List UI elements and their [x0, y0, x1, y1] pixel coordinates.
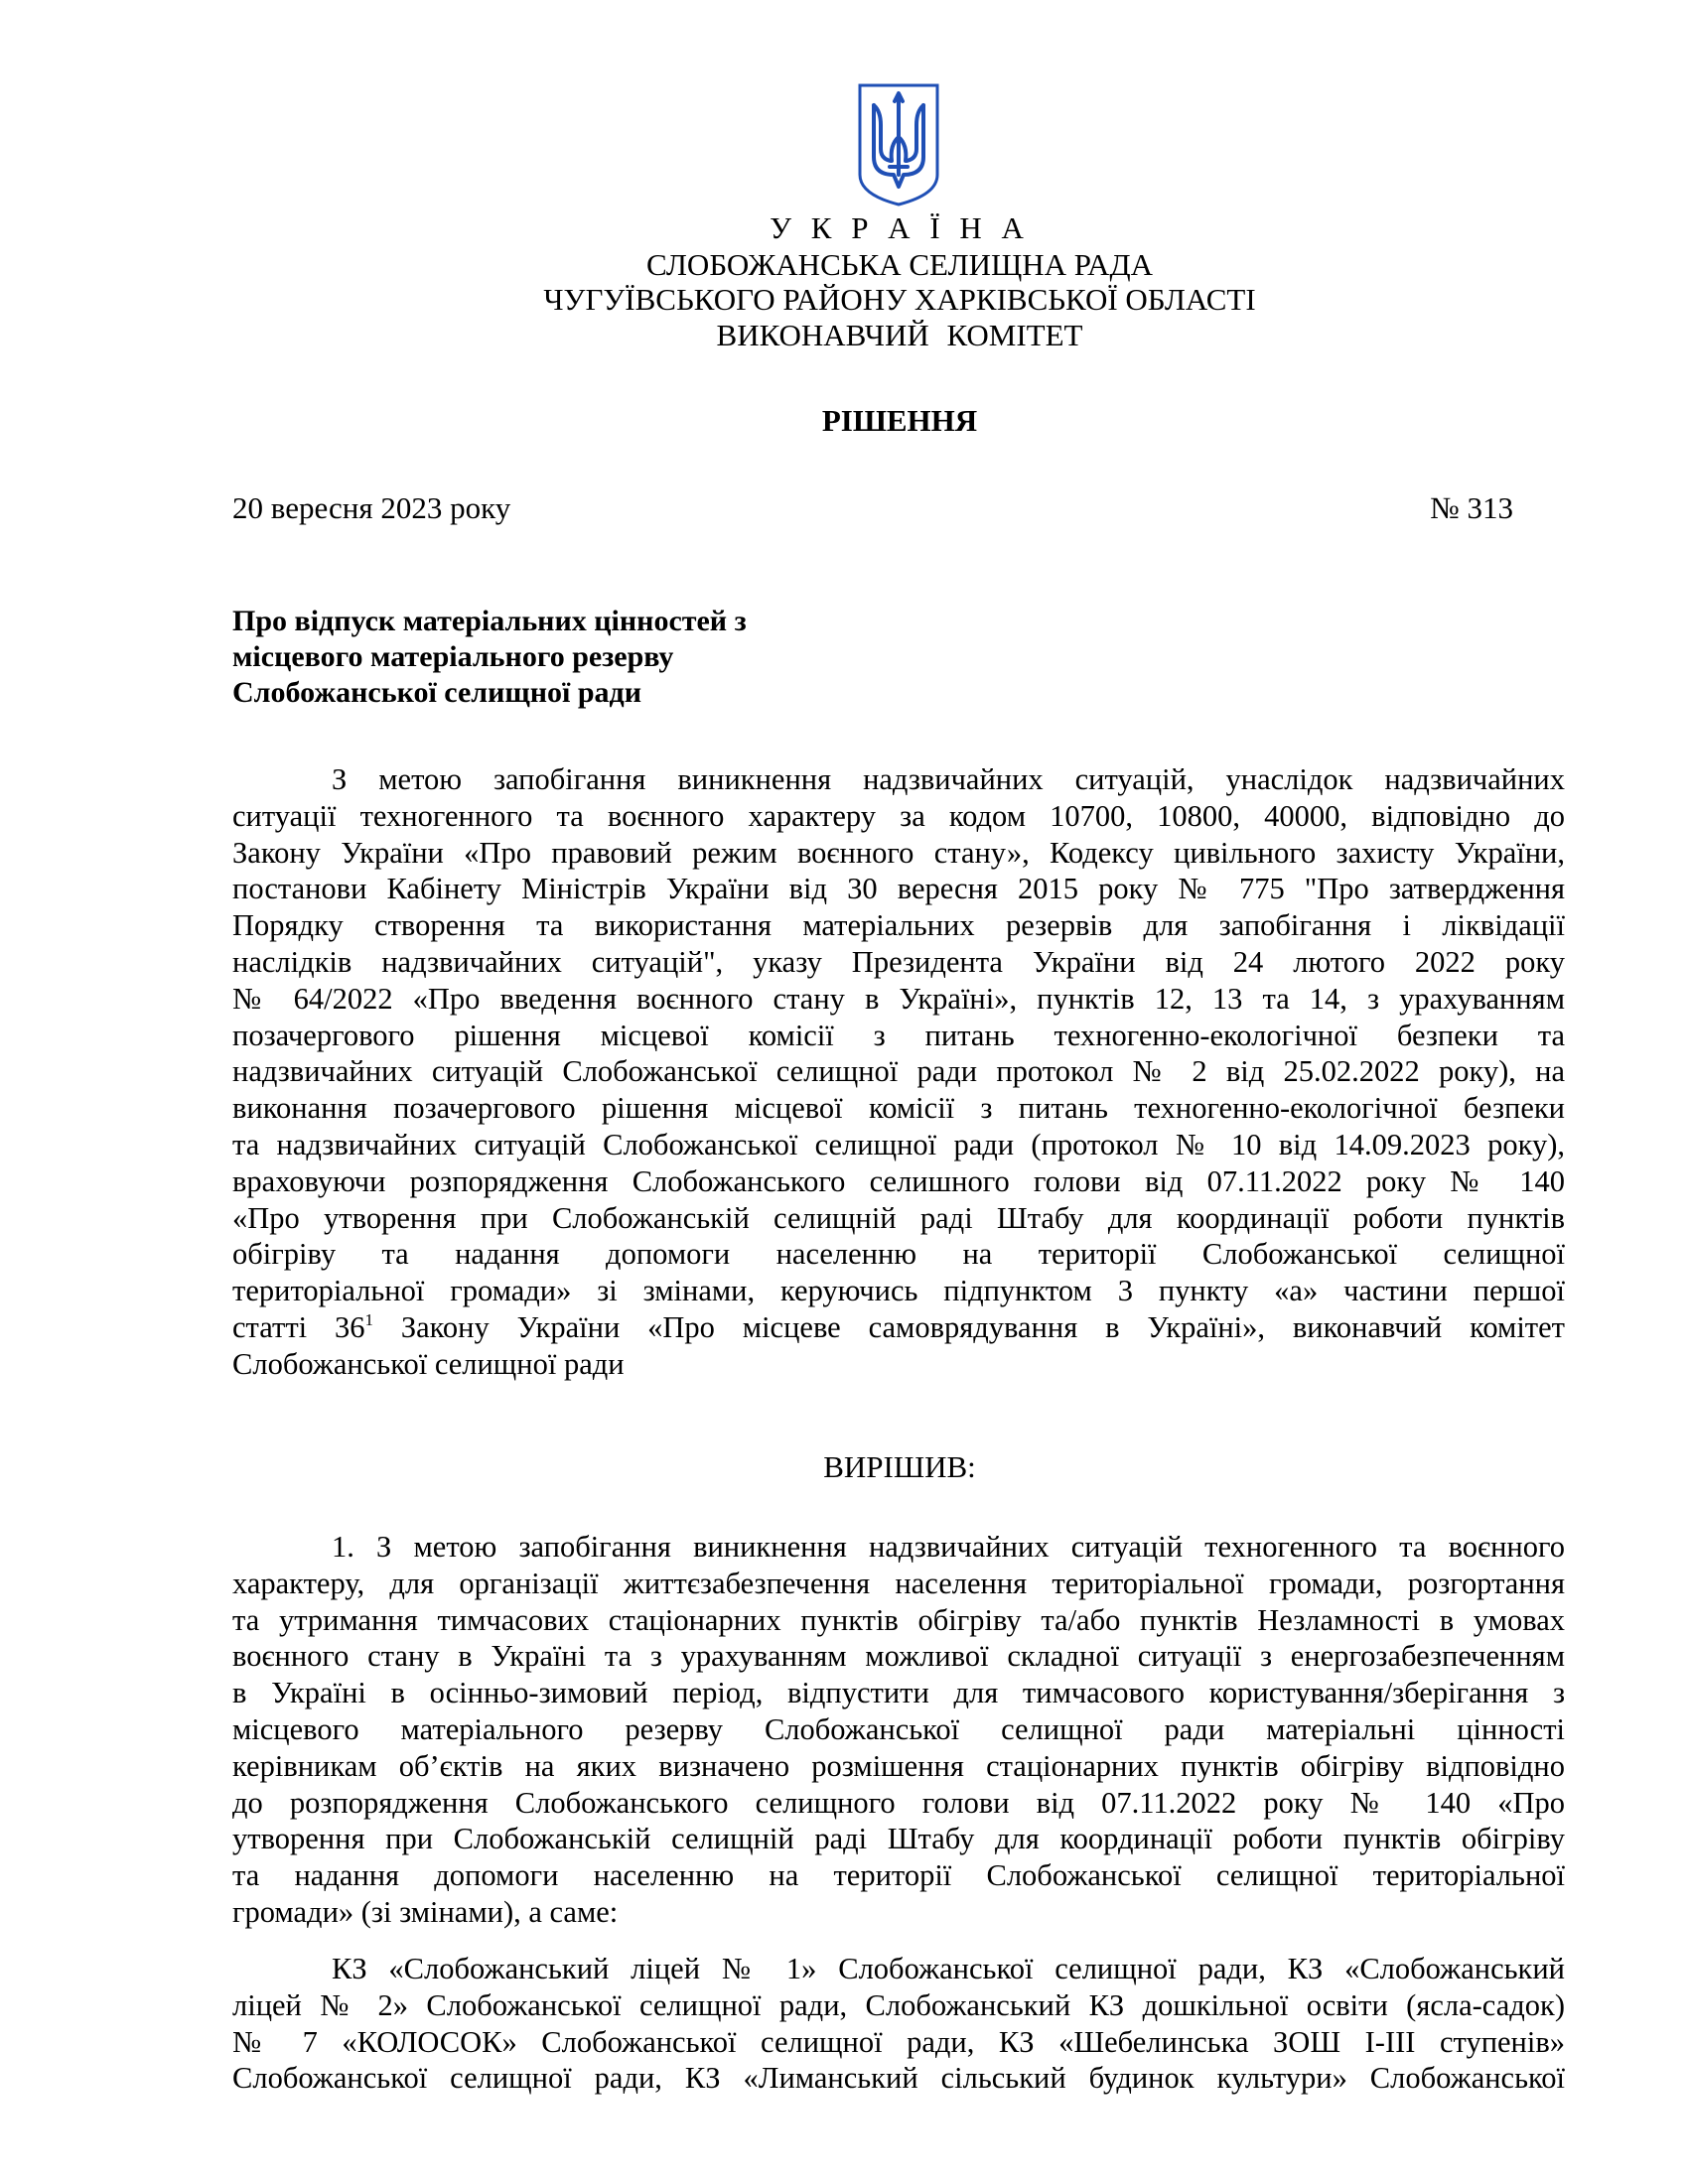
item-line: керівникам об’єктів на яких визначено розмішення стаціонарних пунктів обігріву відповідно — [232, 1748, 1565, 1783]
trident-coat-of-arms-icon — [854, 79, 943, 208]
item-1-paragraph — [232, 1529, 1565, 1931]
preamble-line: постанови Кабінету Міністрів України від 30 вересня 2015 року № 775 "Про затвердження — [232, 872, 1565, 906]
preamble-line: Слобожанської селищної ради — [232, 1346, 625, 1381]
preamble-line-tail: Закону України «Про місцеве самоврядування в Україні», виконавчий комітет — [372, 1309, 1565, 1344]
preamble-line: Закону України «Про правовий режим воєнного стану», Кодексу цивільного захисту України, — [232, 835, 1565, 870]
decision-subject — [232, 604, 747, 711]
item-line: та утримання тимчасових стаціонарних пунктів обігріву та/або пунктів Незламності в умовах — [232, 1602, 1565, 1637]
item-line: характеру, для організації життєзабезпечення населення територіальної громади, розгортання — [232, 1566, 1565, 1600]
preamble-line: та надзвичайних ситуацій Слобожанської селищної ради (протокол № 10 від 14.09.2023 року), — [232, 1127, 1565, 1161]
preamble-line: територіальної громади» зі змінами, керуючись підпунктом 3 пункту «а» частини першої — [232, 1274, 1565, 1308]
item-line: 1. З метою запобігання виникнення надзвичайних ситуацій техногенного та воєнного — [332, 1530, 1565, 1564]
preamble-line: позачергового рішення місцевої комісії з питань техногенно-екологічної безпеки та — [232, 1018, 1565, 1052]
country-heading: У К Р А Ї Н А — [770, 210, 1030, 245]
preamble-line: враховуючи розпорядження Слобожанського селишного голови від 07.11.2022 року № 140 — [232, 1163, 1565, 1198]
preamble-line: «Про утворення при Слобожанській селищній раді Штабу для координації роботи пунктів — [232, 1200, 1565, 1235]
item-line: утворення при Слобожанській селищній раді Штабу для координації роботи пунктів обігріву — [232, 1822, 1565, 1856]
item-line: воєнного стану в Україні та з урахуванням можливої складної ситуації з енергозабезпеченням — [232, 1639, 1565, 1674]
decision-number: № 313 — [1430, 490, 1513, 525]
preamble-line: З метою запобігання виникнення надзвичайних ситуацій, унаслідок надзвичайних — [332, 762, 1565, 796]
objects-line: ліцей № 2» Слобожанської селищної ради, Слобожанський КЗ дошкільної освіти (ясла-садок) — [232, 1987, 1565, 2022]
preamble-line: Порядку створення та використання матеріальних резервів для запобігання і ліквідації — [232, 908, 1565, 943]
objects-line: Слобожанської селищної ради, КЗ «Лиманський сільський будинок культури» Слобожанської — [232, 2061, 1565, 2096]
article-superscript: 1 — [364, 1309, 373, 1329]
preamble-line: ситуації техногенного та воєнного характеру за кодом 10700, 10800, 40000, відповідно до — [232, 798, 1565, 833]
preamble-line: надзвичайних ситуацій Слобожанської селищної ради протокол № 2 від 25.02.2022 року), на — [232, 1054, 1565, 1089]
item-line: в Україні в осінньо-зимовий період, відпустити для тимчасового користування/зберігання з — [232, 1676, 1565, 1710]
preamble-line: наслідків надзвичайних ситуацій", указу Президента України від 24 лютого 2022 року — [232, 944, 1565, 979]
preamble-line — [232, 1309, 1565, 1346]
item-line: до розпорядження Слобожанського селищного голови від 07.11.2022 року № 140 «Про — [232, 1785, 1565, 1820]
council-heading: СЛОБОЖАНСЬКА СЕЛИЩНА РАДА — [646, 247, 1153, 282]
preamble-line: виконання позачергового рішення місцевої комісії з питань техногенно-екологічної безпеки — [232, 1091, 1565, 1126]
article-number: статті 36 — [232, 1309, 365, 1344]
preamble-line: обігріву та надання допомоги населенню на території Слобожанської селищної — [232, 1237, 1565, 1272]
preamble-line: № 64/2022 «Про введення воєнного стану в Україні», пунктів 12, 13 та 14, з урахуванням — [232, 981, 1565, 1016]
document-type-title: РІШЕННЯ — [821, 403, 978, 438]
decision-date: 20 вересня 2023 року — [232, 490, 511, 525]
preamble-paragraph — [232, 761, 1565, 1383]
subject-line: місцевого матеріального резерву — [232, 640, 674, 673]
item-line: громади» (зі змінами), а саме: — [232, 1894, 619, 1929]
resolved-heading: ВИРІШИВ: — [823, 1449, 976, 1484]
item-line: місцевого матеріального резерву Слобожанської селищної ради матеріальні цінності — [232, 1711, 1565, 1746]
district-heading: ЧУГУЇВСЬКОГО РАЙОНУ ХАРКІВСЬКОЇ ОБЛАСТІ — [543, 282, 1256, 317]
objects-line: № 7 «КОЛОСОК» Слобожанської селищної ради, КЗ «Шебелинська ЗОШ І-ІІІ ступенів» — [232, 2024, 1565, 2059]
objects-paragraph — [232, 1951, 1565, 2097]
subject-line: Слобожанської селищної ради — [232, 676, 642, 709]
subject-line: Про відпуск матеріальних цінностей з — [232, 605, 747, 637]
item-line: та надання допомоги населенню на території Слобожанської селищної територіальної — [232, 1858, 1565, 1893]
committee-heading: ВИКОНАВЧИЙ КОМІТЕТ — [716, 318, 1083, 352]
objects-line: КЗ «Слобожанський ліцей № 1» Слобожанської селищної ради, КЗ «Слобожанський — [332, 1952, 1565, 1985]
